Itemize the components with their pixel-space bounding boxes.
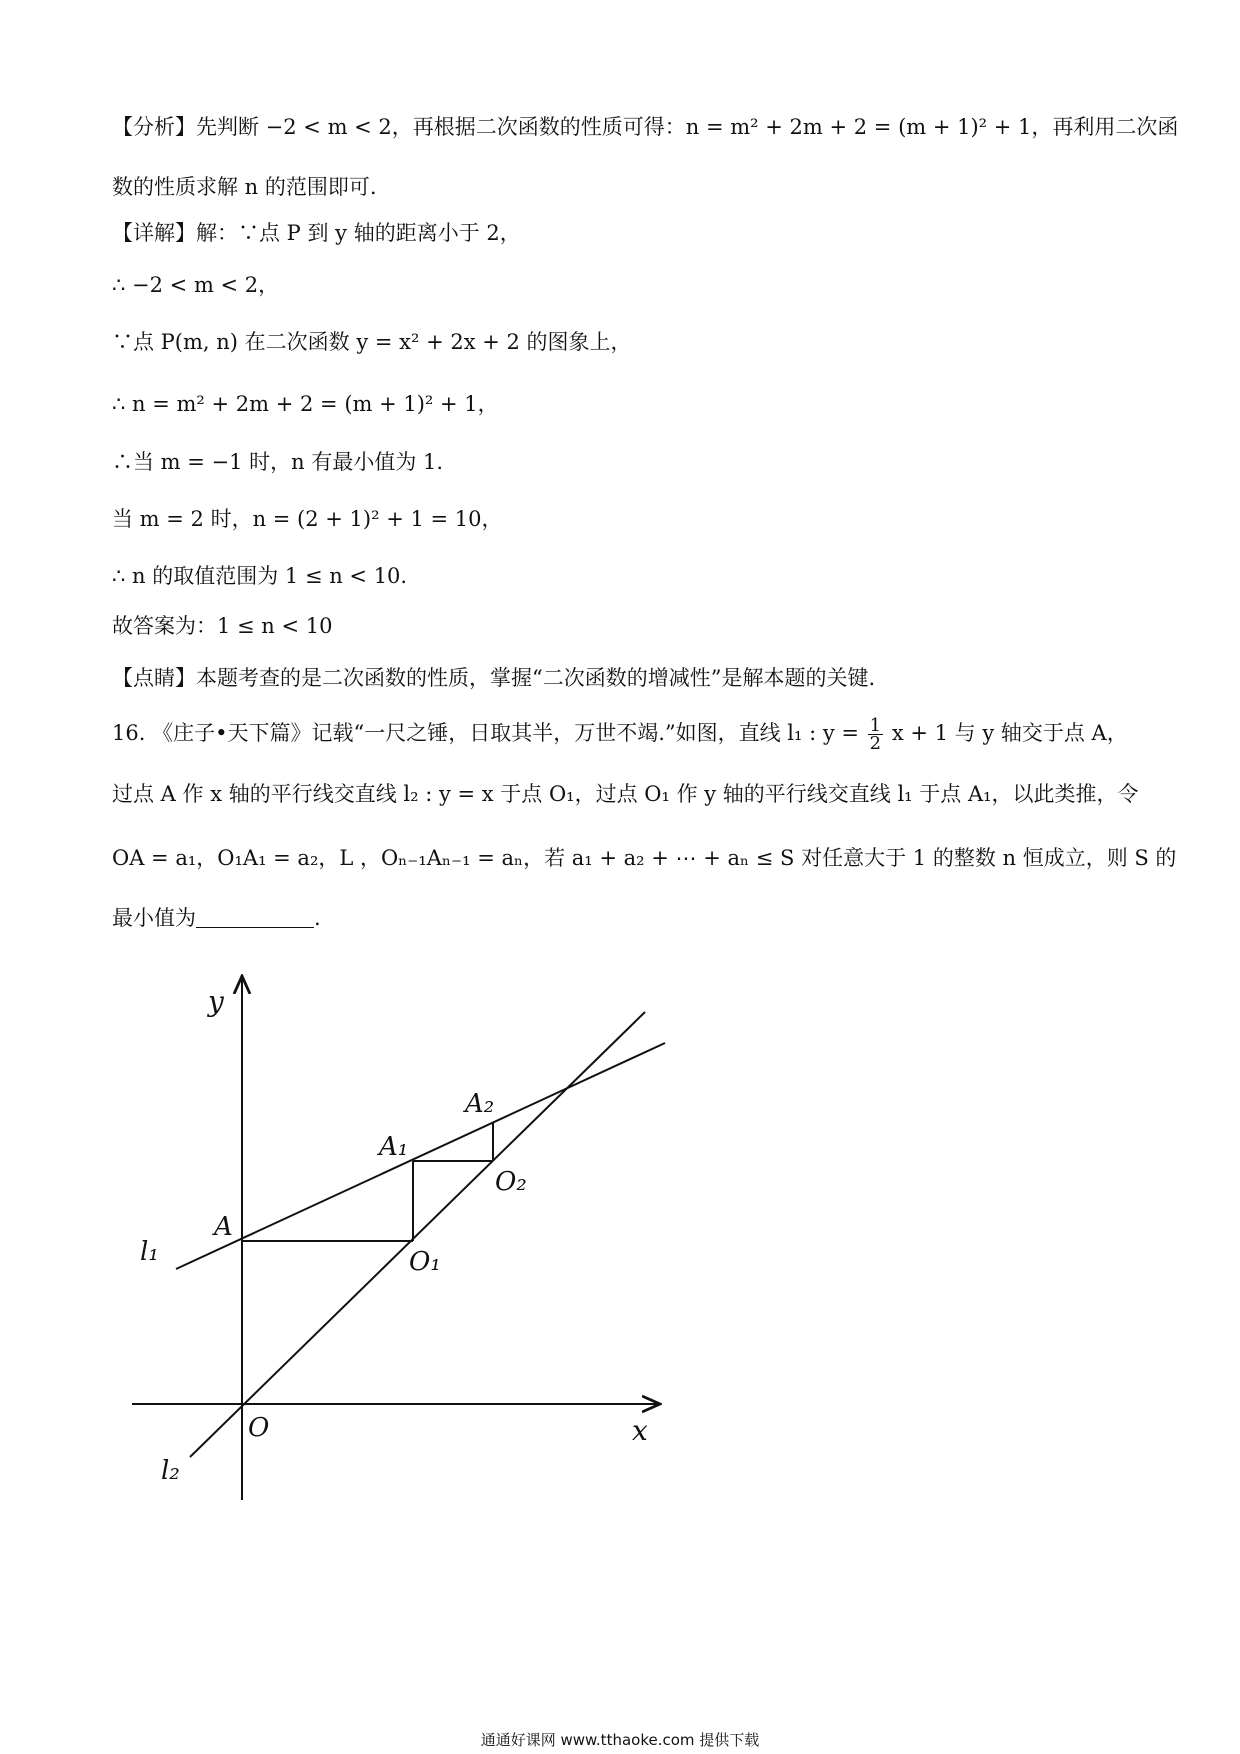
problem16-text-a: 16. 《庄子•天下篇》记载“一尺之锤，日取其半，万世不竭.”如图，直线 l₁ : y =: [112, 721, 859, 745]
comment-line: 【点睛】本题考查的是二次函数的性质，掌握“二次函数的增减性”是解本题的关键.: [112, 666, 876, 690]
label-O1: O₁: [409, 1247, 441, 1277]
detail-line-4: ∴ n = m² + 2m + 2 = (m + 1)² + 1，: [112, 392, 499, 416]
label-A: A: [214, 1212, 233, 1242]
detail-line-5: ∴当 m = −1 时，n 有最小值为 1.: [112, 450, 444, 474]
detail-line-8: 故答案为：1 ≤ n < 10: [112, 614, 333, 638]
line-l1: [176, 1043, 665, 1269]
label-y: y: [208, 985, 224, 1018]
detail-line-6: 当 m = 2 时，n = (2 + 1)² + 1 = 10，: [112, 507, 503, 531]
label-A1: A₁: [379, 1132, 409, 1162]
detail-line-7: ∴ n 的取值范围为 1 ≤ n < 10.: [112, 564, 408, 588]
problem16-line-3: OA = a₁，O₁A₁ = a₂，L ，Oₙ₋₁Aₙ₋₁ = aₙ，若 a₁ + a₂ + ⋯ + aₙ ≤ S 对任意大于 1 的整数 n 恒成立，则 S 的: [112, 846, 1177, 870]
footer-credit: 通通好课网 www.tthaoke.com 提供下载: [480, 1731, 760, 1749]
label-x: x: [632, 1414, 648, 1447]
label-l1: l₁: [140, 1237, 159, 1267]
detail-line-3: ∵点 P(m, n) 在二次函数 y = x² + 2x + 2 的图象上，: [112, 330, 632, 354]
answer-period: .: [314, 906, 321, 930]
label-O2: O₂: [495, 1167, 527, 1197]
detail-line-1: 【详解】解：∵点 P 到 y 轴的距离小于 2，: [112, 221, 521, 245]
analysis-line-1: 【分析】先判断 −2 < m < 2，再根据二次函数的性质可得：n = m² + 2m + 2 = (m + 1)² + 1，再利用二次函: [112, 115, 1179, 139]
problem16-line-2: 过点 A 作 x 轴的平行线交直线 l₂ : y = x 于点 O₁，过点 O₁ 作 y 轴的平行线交直线 l₁ 于点 A₁，以此类推，令: [112, 782, 1139, 806]
label-l2: l₂: [161, 1456, 180, 1486]
label-A2: A₂: [465, 1089, 495, 1119]
fraction-numerator: 1: [869, 715, 882, 736]
label-O: O: [248, 1413, 270, 1443]
problem16-text-b: x + 1 与 y 轴交于点 A，: [891, 721, 1128, 745]
analysis-line-2: 数的性质求解 n 的范围即可.: [112, 175, 377, 199]
answer-prompt: 最小值为: [112, 906, 196, 930]
fraction-denominator: 2: [869, 733, 882, 754]
detail-line-2: ∴ −2 < m < 2，: [112, 273, 280, 297]
line-l2: [190, 1012, 645, 1457]
